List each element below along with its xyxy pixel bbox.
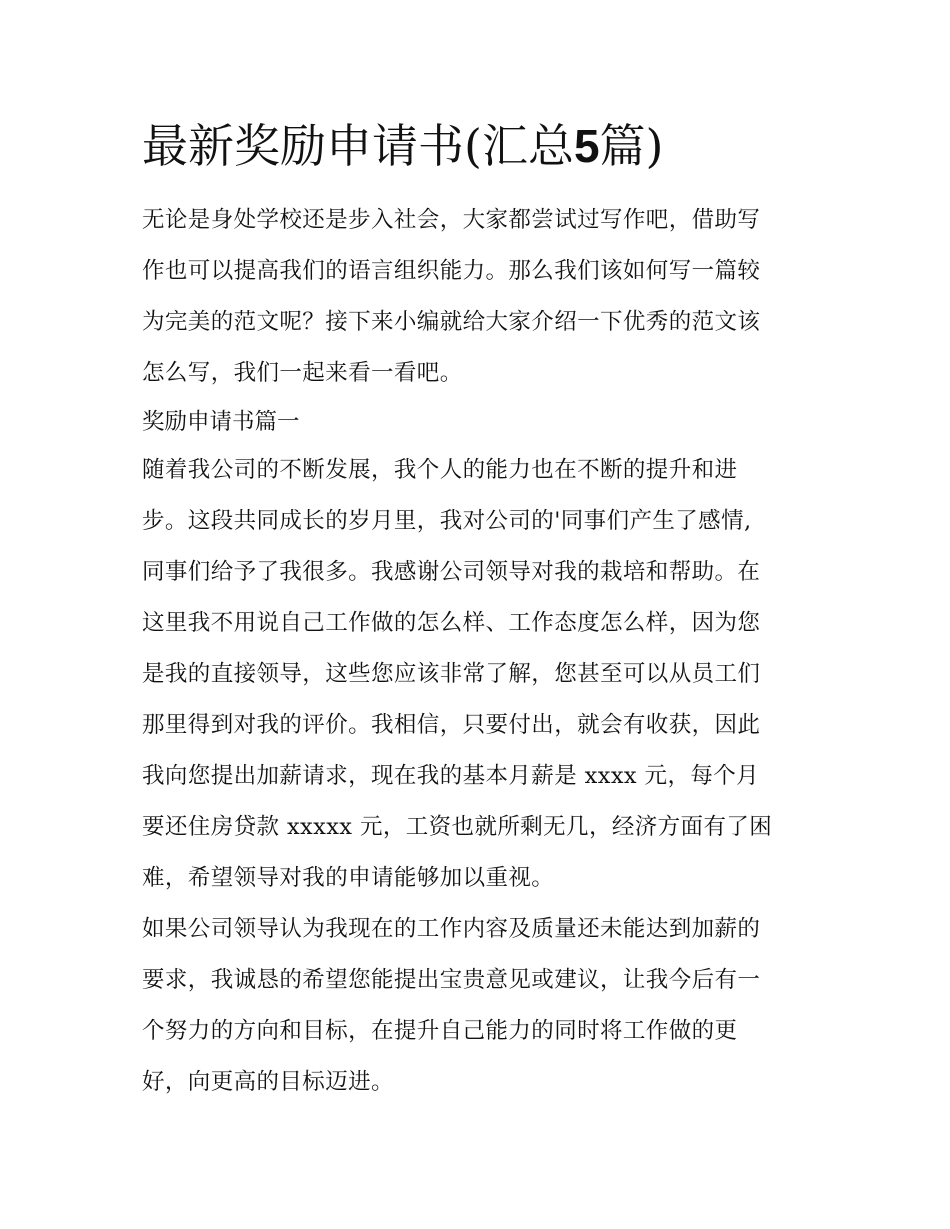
body-paragraph-2 <box>142 904 818 1108</box>
text-line: 无论是身处学校还是步入社会，大家都尝试过写作吧，借助写 <box>142 207 761 233</box>
text-line: 如果公司领导认为我现在的工作内容及质量还未能达到加薪的 <box>142 916 761 942</box>
section-heading: 奖励申请书篇一 <box>142 409 300 435</box>
text-line: 那里得到对我的评价。我相信，只要付出，就会有收获，因此 <box>142 712 761 738</box>
intro-paragraph <box>142 195 818 399</box>
document-page <box>142 113 818 1108</box>
text-line: 个努力的方向和目标，在提升自己能力的同时将工作做的更 <box>142 1018 738 1044</box>
text-line: 好，向更高的目标迈进。 <box>142 1069 394 1095</box>
text-line: 怎么写，我们一起来看一看吧。 <box>142 360 463 386</box>
document-title <box>142 113 818 179</box>
title-text-1: 最新奖励申请书(汇总 <box>142 119 574 173</box>
text-line: 随着我公司的不断发展，我个人的能力也在不断的提升和进 <box>142 457 738 483</box>
text-line: 为完美的范文呢？接下来小编就给大家介绍一下优秀的范文该 <box>142 309 761 335</box>
text-line: 同事们给予了我很多。我感谢公司领导对我的栽培和帮助。在 <box>142 559 761 585</box>
text-line: 我向您提出加薪请求，现在我的基本月薪是 xxxx 元，每个月 <box>142 763 760 789</box>
text-line: 要求，我诚恳的希望您能提出宝贵意见或建议，让我今后有一 <box>142 967 761 993</box>
text-line: 作也可以提高我们的语言组织能力。那么我们该如何写一篇较 <box>142 258 761 284</box>
body-paragraph-1 <box>142 445 818 904</box>
text-line: 步。这段共同成长的岁月里，我对公司的'同事们产生了感情, <box>142 508 752 534</box>
title-count: 5 <box>573 120 600 172</box>
text-line: 难，希望领导对我的申请能够加以重视。 <box>142 865 555 891</box>
text-line: 要还住房贷款 xxxxx 元，工资也就所剩无几，经济方面有了困 <box>142 814 773 840</box>
text-line: 是我的直接领导，这些您应该非常了解，您甚至可以从员工们 <box>142 661 761 687</box>
text-line: 这里我不用说自己工作做的怎么样、工作态度怎么样，因为您 <box>142 610 761 636</box>
title-text-2: 篇) <box>599 119 664 173</box>
